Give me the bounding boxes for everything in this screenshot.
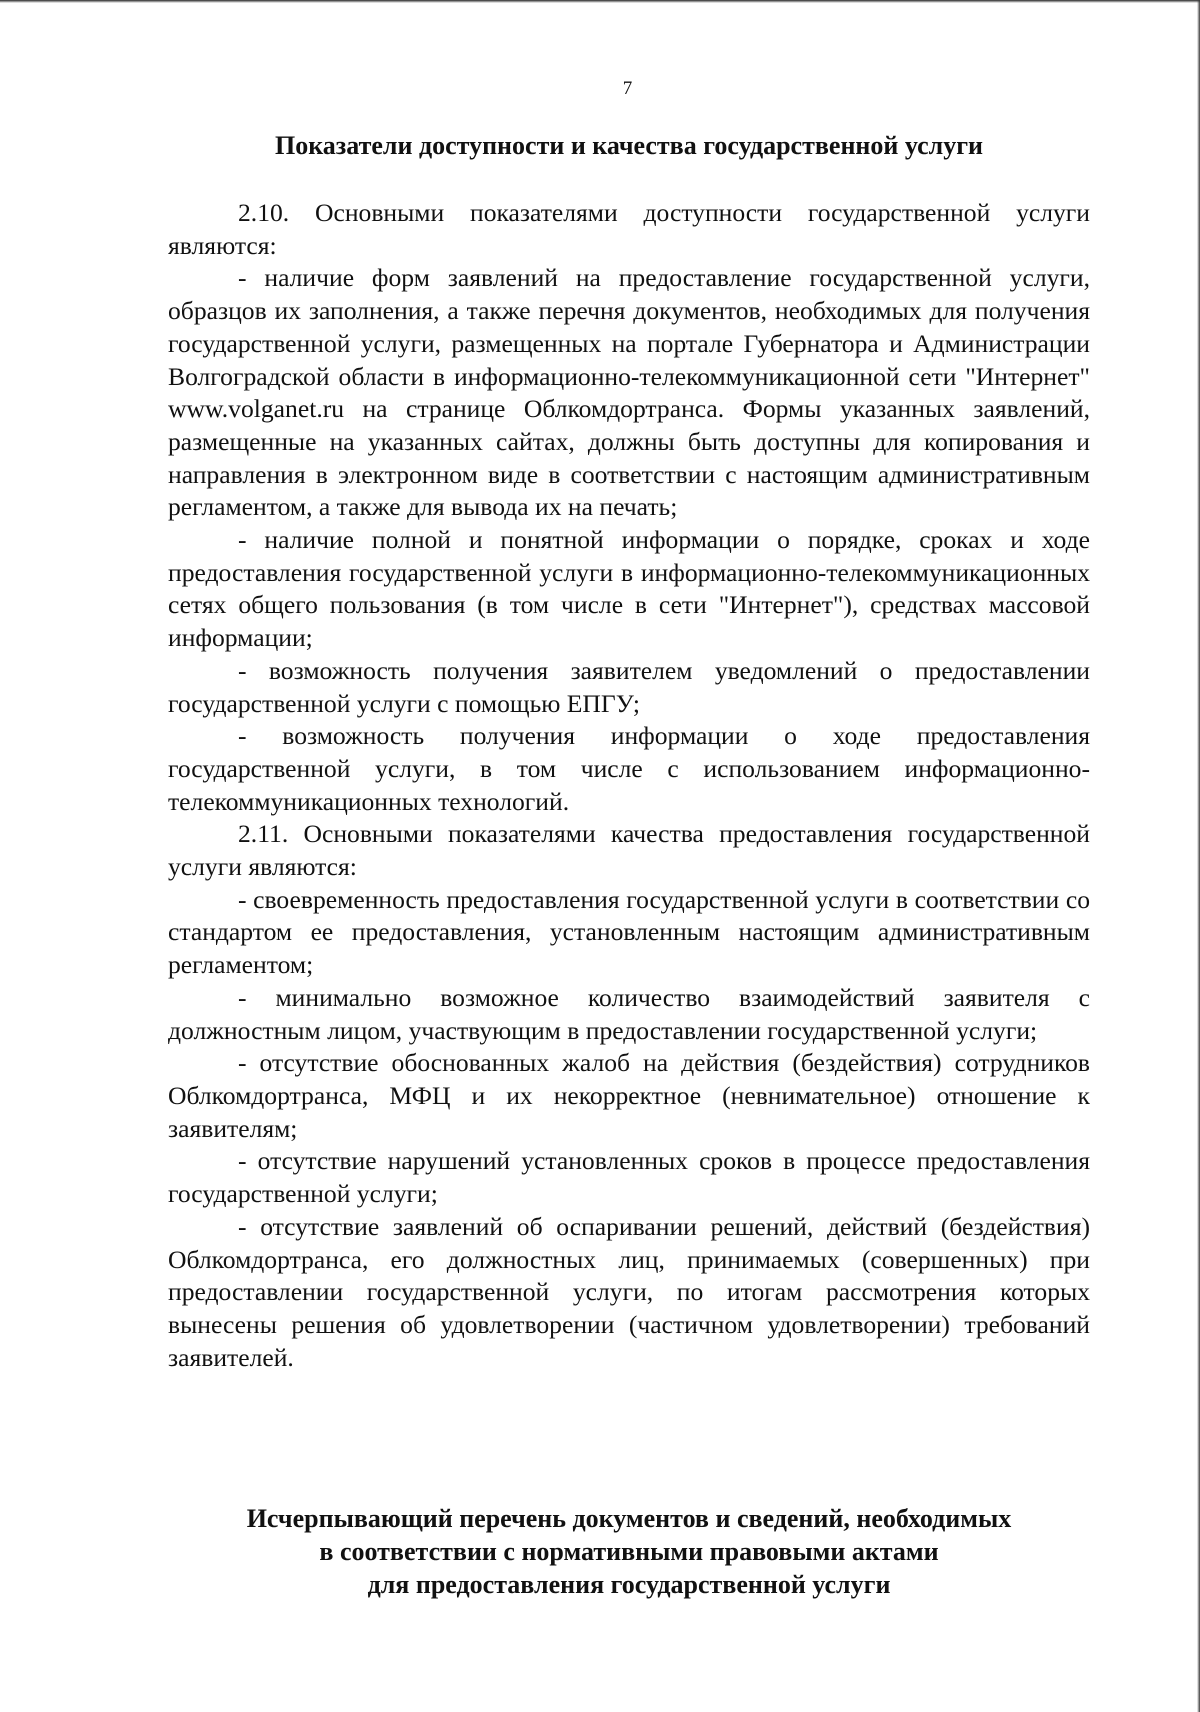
paragraph-min-interactions: - минимально возможное количество взаимодействий заявителя с должностным лицом, участвующим в предоставлении государственной услуги; xyxy=(168,982,1090,1045)
paragraph-notifications: - возможность получения заявителем уведомлений о предоставлении государственной услуги с помощью ЕПГУ; xyxy=(168,655,1090,718)
scan-edge-top xyxy=(0,0,1200,3)
document-body xyxy=(168,197,1090,1374)
heading-line-2: в соответствии с нормативными правовыми актами xyxy=(319,1537,939,1566)
paragraph-2-10: 2.10. Основными показателями доступности государственной услуги являются: xyxy=(168,198,1090,260)
heading-line-3: для предоставления государственной услуги xyxy=(367,1570,891,1599)
paragraph-progress-info: - возможность получения информации о ходе предоставления государственной услуги, в том числе с использованием информационно-телекоммуникационных технологий. xyxy=(168,721,1090,816)
paragraph-no-disputes: - отсутствие заявлений об оспаривании решений, действий (бездействия) Облкомдортранса, его должностных лиц, принимаемых (совершенных) при предоставлении государственной услуги, по итогам рассмотрения которых вынесены решения об удовлетворении (частичном удовлетворении) требований заявителей. xyxy=(168,1211,1090,1372)
section-heading-documents xyxy=(168,1502,1090,1601)
paragraph-2-11: 2.11. Основными показателями качества предоставления государственной услуги являются: xyxy=(168,819,1090,882)
paragraph-information-availability: - наличие полной и понятной информации о порядке, сроках и ходе предоставления государственной услуги в информационно-телекоммуникационных сетях общего пользования (в том числе в сети "Интернет"), средствах массовой информации; xyxy=(168,525,1090,653)
paragraph-no-deadline-violations: - отсутствие нарушений установленных сроков в процессе предоставления государственной услуги; xyxy=(168,1146,1090,1209)
heading-line-1: Исчерпывающий перечень документов и сведений, необходимых xyxy=(246,1504,1012,1533)
section-heading-availability: Показатели доступности и качества государственной услуги xyxy=(274,131,984,160)
page-number: 7 xyxy=(622,78,633,99)
paragraph-timeliness: - своевременность предоставления государственной услуги в соответствии со стандартом ее предоставления, установленным настоящим административным регламентом; xyxy=(168,884,1090,980)
paragraph-forms-availability: - наличие форм заявлений на предоставление государственной услуги, образцов их заполнения, а также перечня документов, необходимых для получения государственной услуги, размещенных на портале Губернатора и Администрации Волгоградской области в информационно-телекоммуникационной сети "Интернет" www.volganet.ru на странице Облкомдортранса. Формы указанных заявлений, размещенные на указанных сайтах, должны быть доступны для копирования и направления в электронном виде в соответствии с настоящим административным регламентом, а также для вывода их на печать; xyxy=(168,263,1090,522)
paragraph-no-complaints: - отсутствие обоснованных жалоб на действия (бездействия) сотрудников Облкомдортранса, МФЦ и их некорректное (невнимательное) отношение к заявителям; xyxy=(168,1048,1090,1143)
